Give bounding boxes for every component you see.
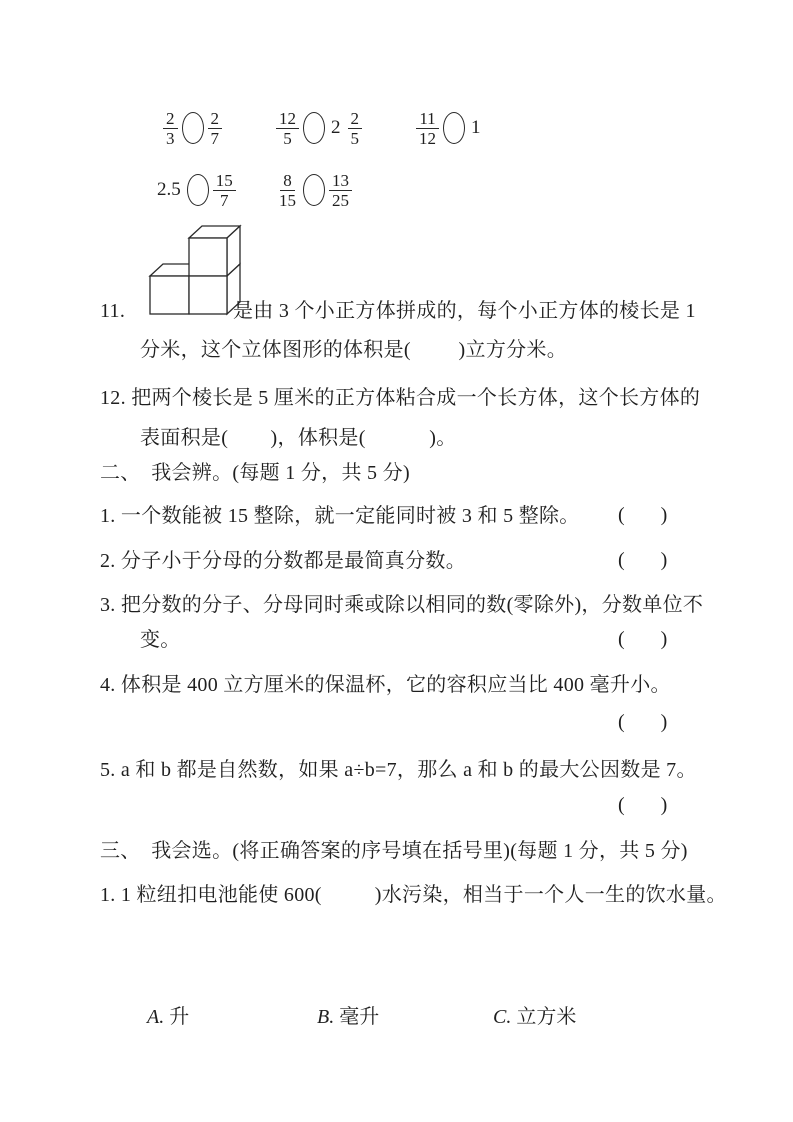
section2-q3-line2: 变。	[140, 629, 181, 651]
comparison-problem-3	[416, 106, 483, 150]
option-b	[317, 1000, 379, 1029]
answer-parens-q1: ( )	[618, 504, 668, 526]
option-b-text: 毫升	[334, 1006, 380, 1028]
option-c-text: 立方米	[511, 1006, 577, 1028]
comparison-circle-blank	[443, 112, 465, 144]
fraction-right: $\frac{13}{25}$	[329, 171, 352, 210]
fraction-left: $\frac{12}{5}$	[276, 109, 299, 148]
fraction-right: $\frac{2}{7}$	[208, 109, 223, 148]
option-a	[147, 1000, 189, 1029]
answer-parens-q5: ( )	[618, 794, 668, 816]
q11-text-line2: 分米，这个立体图形的体积是( )立方分米。	[140, 339, 568, 361]
comparison-circle-blank	[303, 112, 325, 144]
option-a-letter: A.	[147, 1006, 165, 1028]
section3-q1: 1. 1 粒纽扣电池能使 600( )水污染，相当于一个人一生的饮水量。	[100, 884, 727, 906]
comparison-circle-blank	[303, 174, 325, 206]
section2-q5: 5. a 和 b 都是自然数，如果 a÷b=7，那么 a 和 b 的最大公因数是 7。	[100, 759, 697, 781]
section2-q4: 4. 体积是 400 立方厘米的保温杯，它的容积应当比 400 毫升小。	[100, 674, 671, 696]
fraction-right: $\frac{2}{5}$	[348, 109, 363, 148]
q11-text-line1: 是由 3 个小正方体拼成的，每个小正方体的棱长是 1	[233, 300, 696, 322]
three-cubes-figure	[140, 221, 245, 318]
comparison-problem-4	[155, 168, 236, 212]
decimal-left: 2.5	[157, 179, 181, 200]
answer-parens-q3: ( )	[618, 628, 668, 650]
section3-heading: 三、 我会选。(将正确答案的序号填在括号里)(每题 1 分，共 5 分)	[100, 840, 688, 862]
mixed-number-whole: 2	[331, 117, 341, 138]
q12-text-line2: 表面积是( )，体积是( )。	[140, 427, 457, 449]
answer-parens-q4: ( )	[618, 711, 668, 733]
integer-right: 1	[471, 117, 481, 138]
cube-face	[150, 276, 189, 314]
comparison-problem-5	[276, 168, 352, 212]
section2-q3-line1: 3. 把分数的分子、分母同时乘或除以相同的数(零除外)，分数单位不	[100, 594, 704, 616]
q12-text-line1: 12. 把两个棱长是 5 厘米的正方体粘合成一个长方体，这个长方体的	[100, 387, 701, 409]
option-a-text: 升	[164, 1006, 190, 1028]
option-c	[493, 1000, 576, 1029]
section2-heading: 二、 我会辨。(每题 1 分，共 5 分)	[100, 462, 410, 484]
fraction-right: $\frac{15}{7}$	[213, 171, 236, 210]
cube-face	[189, 276, 227, 314]
fraction-left: $\frac{8}{15}$	[279, 170, 296, 210]
section2-q2: 2. 分子小于分母的分数都是最简真分数。	[100, 550, 466, 572]
comparison-circle-blank	[187, 174, 209, 206]
comparison-problem-2	[276, 106, 362, 150]
cube-face	[189, 238, 227, 276]
comparison-circle-blank	[182, 112, 204, 144]
fraction-left: $\frac{2}{3}$	[163, 109, 178, 148]
option-b-letter: B.	[317, 1006, 335, 1028]
answer-parens-q2: ( )	[618, 549, 668, 571]
option-c-letter: C.	[493, 1006, 512, 1028]
comparison-problem-1	[163, 106, 222, 150]
fraction-left: $\frac{11}{12}$	[416, 109, 439, 148]
q11-number: 11.	[100, 300, 126, 322]
section2-q1: 1. 一个数能被 15 整除，就一定能同时被 3 和 5 整除。	[100, 505, 580, 527]
